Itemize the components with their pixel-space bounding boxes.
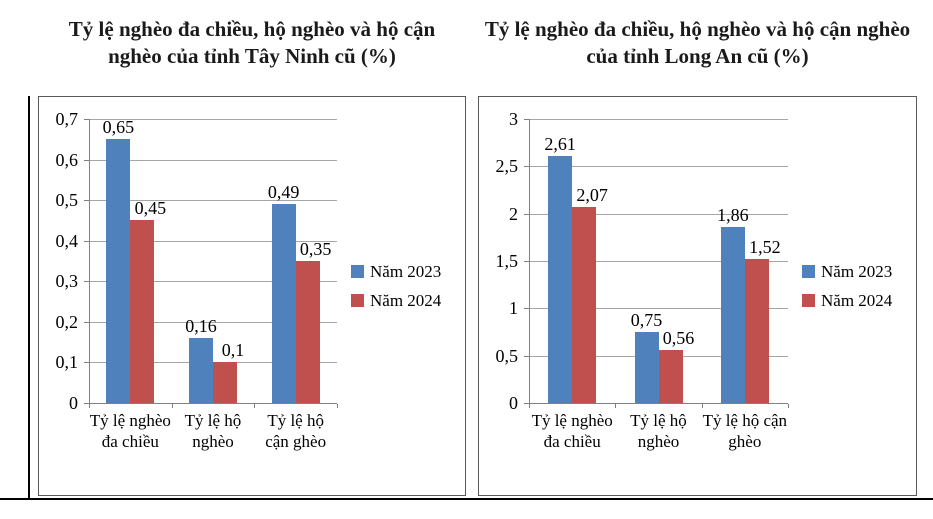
chart-title-tay-ninh — [38, 16, 466, 70]
x-axis-tick — [702, 404, 703, 408]
y-axis-label: 2,5 — [495, 156, 518, 177]
y-axis-line — [89, 119, 90, 403]
table-border-left — [28, 96, 30, 499]
chart-title-text: Tỷ lệ nghèo đa chiều, hộ nghèo và hộ cận nghèo của tỉnh Long An cũ (%) — [484, 17, 911, 68]
x-axis-line — [529, 403, 788, 404]
bar-value-label: 1,52 — [749, 237, 781, 258]
bar-value-label: 1,86 — [717, 204, 749, 225]
legend-item — [802, 257, 892, 286]
legend-item — [351, 257, 441, 286]
bar-2024 — [296, 261, 320, 403]
y-axis-label: 0,5 — [55, 190, 78, 211]
x-axis-category-label: Tỷ lệ hộ nghèo — [630, 411, 687, 451]
legend-color-swatch — [351, 294, 364, 307]
x-axis-tick — [172, 404, 173, 408]
table-border-bottom — [0, 498, 933, 500]
y-axis-label: 0,5 — [495, 345, 518, 366]
bar-value-label: 0,35 — [299, 239, 332, 259]
legend-item — [802, 286, 892, 315]
bar-value-label: 2,61 — [544, 133, 576, 154]
bar-value-label: 0,56 — [662, 327, 695, 348]
chart-area-tay-ninh — [38, 96, 466, 496]
legend-item — [351, 286, 441, 315]
y-axis-label: 0,2 — [55, 311, 78, 332]
bar-2024 — [745, 259, 769, 403]
bar-2024 — [213, 362, 237, 403]
y-axis-label: 3 — [509, 109, 518, 129]
bar-value-label: 0,16 — [185, 316, 217, 337]
chart-area-long-an — [478, 96, 917, 496]
x-axis-line — [89, 403, 337, 404]
y-axis-label: 0 — [509, 393, 518, 413]
bar-2024 — [130, 220, 154, 403]
y-axis-label: 2 — [509, 203, 518, 224]
x-axis-category-label: Tỷ lệ hộ cận ghèo — [265, 411, 327, 451]
y-axis-line — [529, 119, 530, 403]
legend-color-swatch — [802, 265, 815, 278]
bar-value-label: 0,45 — [134, 198, 167, 219]
bar-value-label: 2,07 — [576, 185, 608, 206]
legend-label: Năm 2023 — [370, 261, 442, 281]
x-axis-tick — [89, 404, 90, 408]
legend-label: Năm 2023 — [821, 261, 893, 281]
x-axis-category-label: Tỷ lệ nghèo đa chiều — [531, 411, 613, 451]
bar-value-label: 0,1 — [221, 340, 245, 361]
x-axis-tick — [615, 404, 616, 408]
legend-color-swatch — [802, 294, 815, 307]
legend — [802, 257, 892, 315]
y-axis-label: 0,6 — [55, 149, 78, 170]
x-axis-tick — [788, 404, 789, 408]
legend-label: Năm 2024 — [370, 290, 442, 310]
y-axis-label: 1 — [509, 298, 518, 319]
x-axis-category-label: Tỷ lệ nghèo đa chiều — [89, 411, 171, 451]
x-axis-tick — [337, 404, 338, 408]
chart-title-text: Tỷ lệ nghèo đa chiều, hộ nghèo và hộ cận nghèo của tỉnh Tây Ninh cũ (%) — [68, 17, 436, 68]
legend-label: Năm 2024 — [821, 290, 893, 310]
bar-2024 — [659, 350, 683, 403]
chart-title-long-an — [478, 16, 917, 70]
y-axis-label: 0 — [69, 393, 78, 413]
y-axis-label: 0,1 — [55, 352, 78, 373]
y-axis-label: 0,7 — [55, 109, 78, 129]
y-axis-label: 1,5 — [495, 251, 518, 271]
bar-value-label: 0,65 — [102, 117, 135, 138]
bar-2023 — [272, 204, 296, 403]
bar-value-label: 0,75 — [630, 310, 663, 330]
gridline — [529, 119, 788, 120]
y-axis-label: 0,4 — [55, 230, 78, 251]
y-axis-label: 0,3 — [55, 271, 78, 292]
bar-value-label: 0,49 — [267, 182, 300, 203]
bar-2024 — [572, 207, 596, 403]
x-axis-tick — [529, 404, 530, 408]
x-axis-tick — [254, 404, 255, 408]
legend — [351, 257, 441, 315]
legend-color-swatch — [351, 265, 364, 278]
x-axis-category-label: Tỷ lệ hộ nghèo — [184, 411, 242, 451]
x-axis-category-label: Tỷ lệ hộ cận ghèo — [702, 411, 788, 451]
bar-2023 — [106, 139, 130, 403]
